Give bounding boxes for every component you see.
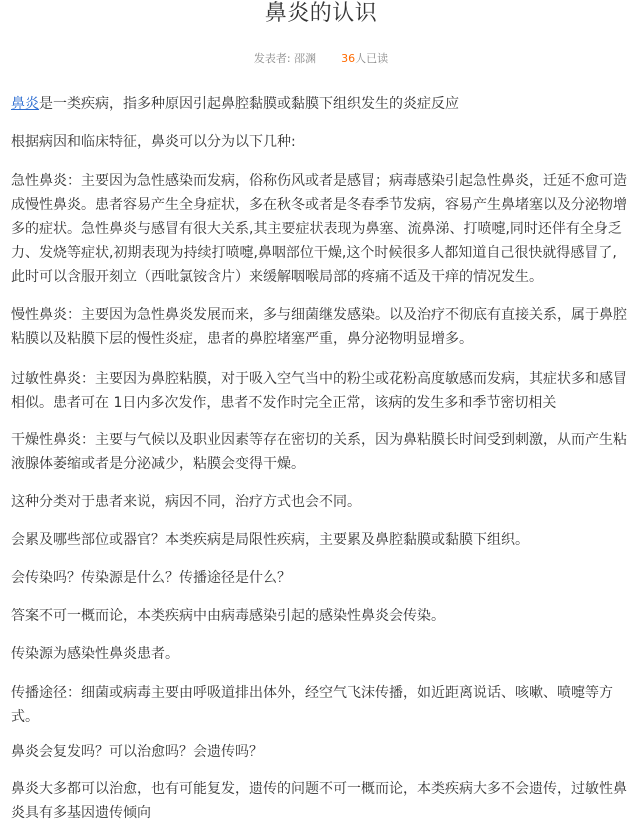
paragraph-chronic-rhinitis: 慢性鼻炎：主要因为急性鼻炎发展而来，多与细菌继发感染。以及治疗不彻底有直接关系，属于鼻腔粘膜以及粘膜下层的慢性炎症，患者的鼻腔堵塞严重，鼻分泌物明显增多。: [11, 307, 627, 347]
keyword-link[interactable]: 鼻炎: [11, 96, 39, 112]
paragraph-contagion-answer: 答案不可一概而论，本类疾病中由病毒感染引起的感染性鼻炎会传染。: [11, 608, 445, 624]
paragraph-acute-rhinitis: 急性鼻炎：主要因为急性感染而发病，俗称伤风或者是感冒；病毒感染引起急性鼻炎，迁延不愈可造成慢性鼻炎。患者容易产生全身症状，多在秋冬或者是冬春季节发病，容易产生鼻堵塞以及分泌物增多的症状。急性鼻炎与感冒有很大关系,其主要症状表现为鼻塞、流鼻涕、打喷嚏,同时还伴有全身乏力、发烧等症状,初期表现为持续打喷嚏,鼻咽部位干燥,这个时候很多人都知道自己很快就得感冒了, 此时可以含服开刻立（西吡氯铵含片）来缓解咽喉局部的疼痛不适及干痒的情况发生。: [11, 173, 627, 285]
paragraph-recurrence-question: 鼻炎会复发吗？可以治愈吗？会遗传吗？: [11, 744, 263, 760]
paragraph-infection-source: 传染源为感染性鼻炎患者。: [11, 646, 179, 662]
intro-paragraph: [11, 92, 633, 116]
paragraph-classification-note: 这种分类对于患者来说，病因不同，治疗方式也会不同。: [11, 494, 361, 510]
author-name: 邵渊: [294, 52, 317, 65]
paragraph-contagion-question: 会传染吗？传染源是什么？传播途径是什么？: [11, 570, 291, 586]
paragraph-affected-organs: 会累及哪些部位或器官？本类疾病是局限性疾病，主要累及鼻腔黏膜或黏膜下组织。: [11, 532, 529, 548]
article-meta: [0, 51, 642, 67]
paragraph-transmission-route: 传播途径：细菌或病毒主要由呼吸道排出体外，经空气飞沫传播，如近距离说话、咳嗽、喷嚏等方式。: [11, 685, 613, 725]
read-count: 36: [341, 52, 356, 65]
paragraph-recurrence-answer: 鼻炎大多都可以治愈，也有可能复发，遗传的问题不可一概而论，本类疾病大多不会遗传，过敏性鼻炎具有多基因遗传倾向: [11, 781, 627, 821]
paragraph-allergic-rhinitis: 过敏性鼻炎：主要因为鼻腔粘膜，对于吸入空气当中的粉尘或花粉高度敏感而发病，其症状多和感冒相似。患者可在 1日内多次发作，患者不发作时完全正常，该病的发生多和季节密切相关: [11, 371, 627, 411]
paragraph-classification-intro: 根据病因和临床特征，鼻炎可以分为以下几种:: [11, 134, 296, 150]
article-title: 鼻炎的认识: [264, 1, 378, 26]
intro-text: 是一类疾病，指多种原因引起鼻腔黏膜或黏膜下组织发生的炎症反应: [39, 96, 459, 112]
paragraph-dry-rhinitis: 干燥性鼻炎：主要与气候以及职业因素等存在密切的关系，因为鼻粘膜长时间受到刺激，从而产生粘液腺体萎缩或者是分泌减少，粘膜会变得干燥。: [11, 432, 627, 472]
author-label: 发表者:: [253, 52, 291, 65]
read-count-suffix: 人已读: [355, 52, 389, 65]
